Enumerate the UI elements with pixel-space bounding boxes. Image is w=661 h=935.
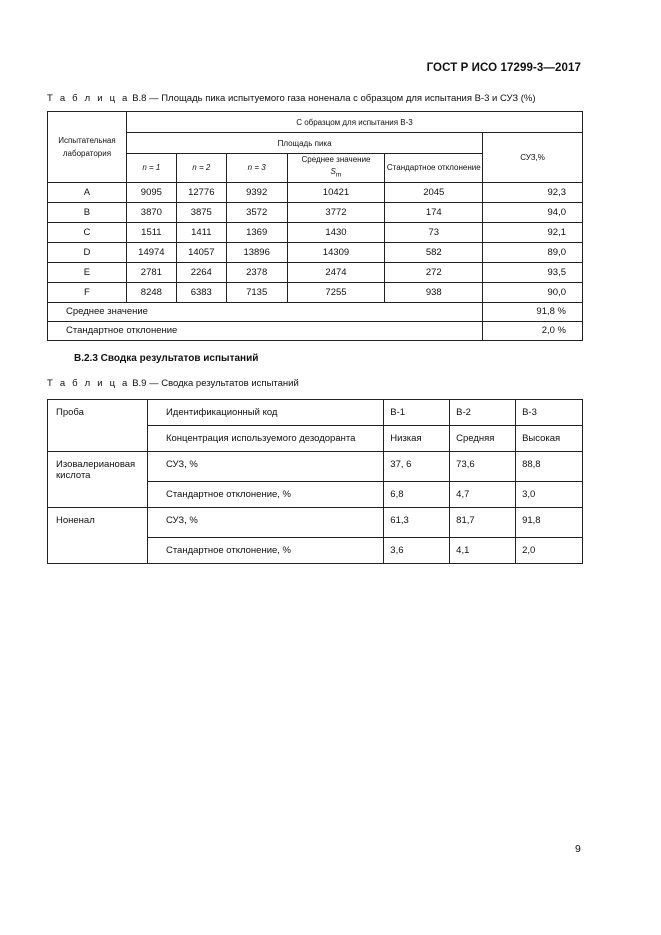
table-row bbox=[48, 508, 583, 538]
table-b8-cell-std: 582 bbox=[385, 242, 483, 262]
table-b8 bbox=[47, 111, 583, 341]
table-b8-cell-mean: 2474 bbox=[287, 262, 385, 282]
table-b8-cell-mean: 7255 bbox=[287, 282, 385, 302]
table-b8-group-sample: С образцом для испытания В-3 bbox=[126, 112, 582, 133]
table-b8-col-suz: СУЗ,% bbox=[483, 133, 583, 183]
table-b9-suz-value: 88,8 bbox=[516, 452, 583, 482]
table-b9-std-value: 6,8 bbox=[384, 482, 450, 508]
table-b8-header-row-1 bbox=[48, 112, 583, 133]
table-b8-group-area: Площадь пика bbox=[126, 133, 482, 154]
table-b8-cell-std: 2045 bbox=[385, 182, 483, 202]
table-b8-caption-text: В.8 — Площадь пика испытуемого газа ноненала с образцом для испытания В-3 и СУЗ (%) bbox=[132, 93, 536, 104]
table-b8-col-std: Стандартное отклонение bbox=[385, 154, 483, 183]
table-b8-cell-suz: 92,3 bbox=[483, 182, 583, 202]
table-b9-code-2: В-2 bbox=[450, 400, 516, 426]
table-b8-cell-std: 174 bbox=[385, 202, 483, 222]
table-b9-std-value: 4,1 bbox=[450, 538, 516, 564]
table-b8-summary-std-row bbox=[48, 321, 583, 340]
table-b9-std-value: 2,0 bbox=[516, 538, 583, 564]
page-number: 9 bbox=[575, 843, 581, 855]
table-row bbox=[48, 452, 583, 482]
table-row bbox=[48, 242, 583, 262]
table-b8-cell-n3: 9392 bbox=[226, 182, 287, 202]
table-b8-summary-mean-row bbox=[48, 302, 583, 321]
table-b8-col-n3: n = 3 bbox=[226, 154, 287, 183]
table-b9-sample-name: Изовалериановая кислота bbox=[48, 452, 148, 508]
table-b8-caption bbox=[47, 93, 536, 104]
table-b8-cell-mean: 14309 bbox=[287, 242, 385, 262]
table-row bbox=[48, 282, 583, 302]
table-b8-cell-n2: 3875 bbox=[176, 202, 226, 222]
table-b9-concentration-1: Низкая bbox=[384, 426, 450, 452]
table-b9-suz-value: 81,7 bbox=[450, 508, 516, 538]
table-b8-cell-suz: 89,0 bbox=[483, 242, 583, 262]
table-b8-col-n1: n = 1 bbox=[126, 154, 176, 183]
table-b8-cell-lab: A bbox=[48, 182, 127, 202]
table-b8-cell-suz: 90,0 bbox=[483, 282, 583, 302]
table-b9-concentration-3: Высокая bbox=[516, 426, 583, 452]
table-b8-cell-n2: 6383 bbox=[176, 282, 226, 302]
table-b8-cell-lab: D bbox=[48, 242, 127, 262]
table-b8-cell-lab: E bbox=[48, 262, 127, 282]
table-b8-cell-n1: 14974 bbox=[126, 242, 176, 262]
table-b8-cell-lab: C bbox=[48, 222, 127, 242]
table-b9-std-label: Стандартное отклонение, % bbox=[147, 482, 383, 508]
table-b8-cell-suz: 94,0 bbox=[483, 202, 583, 222]
table-b9-std-value: 3,6 bbox=[384, 538, 450, 564]
table-b9-concentration-2: Средняя bbox=[450, 426, 516, 452]
table-b8-cell-n3: 1369 bbox=[226, 222, 287, 242]
table-b8-cell-n3: 2378 bbox=[226, 262, 287, 282]
table-b9-code-1: В-1 bbox=[384, 400, 450, 426]
table-b8-cell-mean: 1430 bbox=[287, 222, 385, 242]
table-b8-cell-n1: 3870 bbox=[126, 202, 176, 222]
table-row bbox=[48, 202, 583, 222]
table-b8-summary-std-value: 2,0 % bbox=[483, 321, 583, 340]
table-b8-summary-std-label: Стандартное отклонение bbox=[48, 321, 483, 340]
table-b8-cell-n2: 2264 bbox=[176, 262, 226, 282]
table-b8-cell-lab: F bbox=[48, 282, 127, 302]
table-b8-cell-n2: 14057 bbox=[176, 242, 226, 262]
table-b9-sample-header: Проба bbox=[48, 400, 148, 452]
table-b8-caption-prefix: Т а б л и ц а bbox=[47, 93, 130, 104]
table-b8-cell-n3: 13896 bbox=[226, 242, 287, 262]
table-b8-cell-n1: 1511 bbox=[126, 222, 176, 242]
table-b9-caption-prefix: Т а б л и ц а bbox=[47, 378, 130, 389]
table-b8-cell-n1: 8248 bbox=[126, 282, 176, 302]
table-b8-cell-n1: 2781 bbox=[126, 262, 176, 282]
table-b8-col-lab: Испытательная лаборатория bbox=[48, 112, 127, 183]
table-b8-cell-std: 272 bbox=[385, 262, 483, 282]
table-b8-cell-n2: 1411 bbox=[176, 222, 226, 242]
table-b8-col-mean bbox=[287, 154, 385, 183]
table-b9-id-row bbox=[48, 400, 583, 426]
table-b9-id-code-label: Идентификационный код bbox=[147, 400, 383, 426]
table-b8-cell-mean: 10421 bbox=[287, 182, 385, 202]
table-row bbox=[48, 182, 583, 202]
table-row bbox=[48, 262, 583, 282]
table-b9-caption-text: В.9 — Сводка результатов испытаний bbox=[132, 378, 299, 389]
table-b9-sample-name: Ноненал bbox=[48, 508, 148, 564]
table-b8-cell-n3: 7135 bbox=[226, 282, 287, 302]
table-b9-suz-value: 91,8 bbox=[516, 508, 583, 538]
table-b8-col-mean-label: Среднее значение bbox=[301, 155, 371, 164]
standard-number: ГОСТ Р ИСО 17299-3—2017 bbox=[426, 62, 581, 74]
table-b8-col-mean-symbol: $S_m$ bbox=[330, 167, 342, 179]
table-b8-cell-n3: 3572 bbox=[226, 202, 287, 222]
table-b8-cell-std: 73 bbox=[385, 222, 483, 242]
table-b9-concentration-label: Концентрация используемого дезодоранта bbox=[147, 426, 383, 452]
table-b8-cell-std: 938 bbox=[385, 282, 483, 302]
section-heading: В.2.3 Сводка результатов испытаний bbox=[74, 353, 259, 364]
table-b8-cell-mean: 3772 bbox=[287, 202, 385, 222]
table-b9-suz-label: СУЗ, % bbox=[147, 452, 383, 482]
table-b8-cell-suz: 93,5 bbox=[483, 262, 583, 282]
table-b9-code-3: В-3 bbox=[516, 400, 583, 426]
table-b9-suz-label: СУЗ, % bbox=[147, 508, 383, 538]
table-b8-col-n2: n = 2 bbox=[176, 154, 226, 183]
table-b9-suz-value: 61,3 bbox=[384, 508, 450, 538]
table-b9-suz-value: 73,6 bbox=[450, 452, 516, 482]
table-b9-caption bbox=[47, 378, 299, 389]
table-b9 bbox=[47, 399, 583, 564]
table-b8-summary-mean-value: 91,8 % bbox=[483, 302, 583, 321]
table-b8-header-row-2 bbox=[48, 133, 583, 154]
table-b8-cell-lab: B bbox=[48, 202, 127, 222]
table-b9-std-value: 4,7 bbox=[450, 482, 516, 508]
table-row bbox=[48, 222, 583, 242]
table-b9-std-value: 3,0 bbox=[516, 482, 583, 508]
table-b8-cell-n1: 9095 bbox=[126, 182, 176, 202]
table-b9-std-label: Стандартное отклонение, % bbox=[147, 538, 383, 564]
table-b8-summary-mean-label: Среднее значение bbox=[48, 302, 483, 321]
table-b8-cell-suz: 92,1 bbox=[483, 222, 583, 242]
table-b8-cell-n2: 12776 bbox=[176, 182, 226, 202]
table-b9-suz-value: 37, 6 bbox=[384, 452, 450, 482]
